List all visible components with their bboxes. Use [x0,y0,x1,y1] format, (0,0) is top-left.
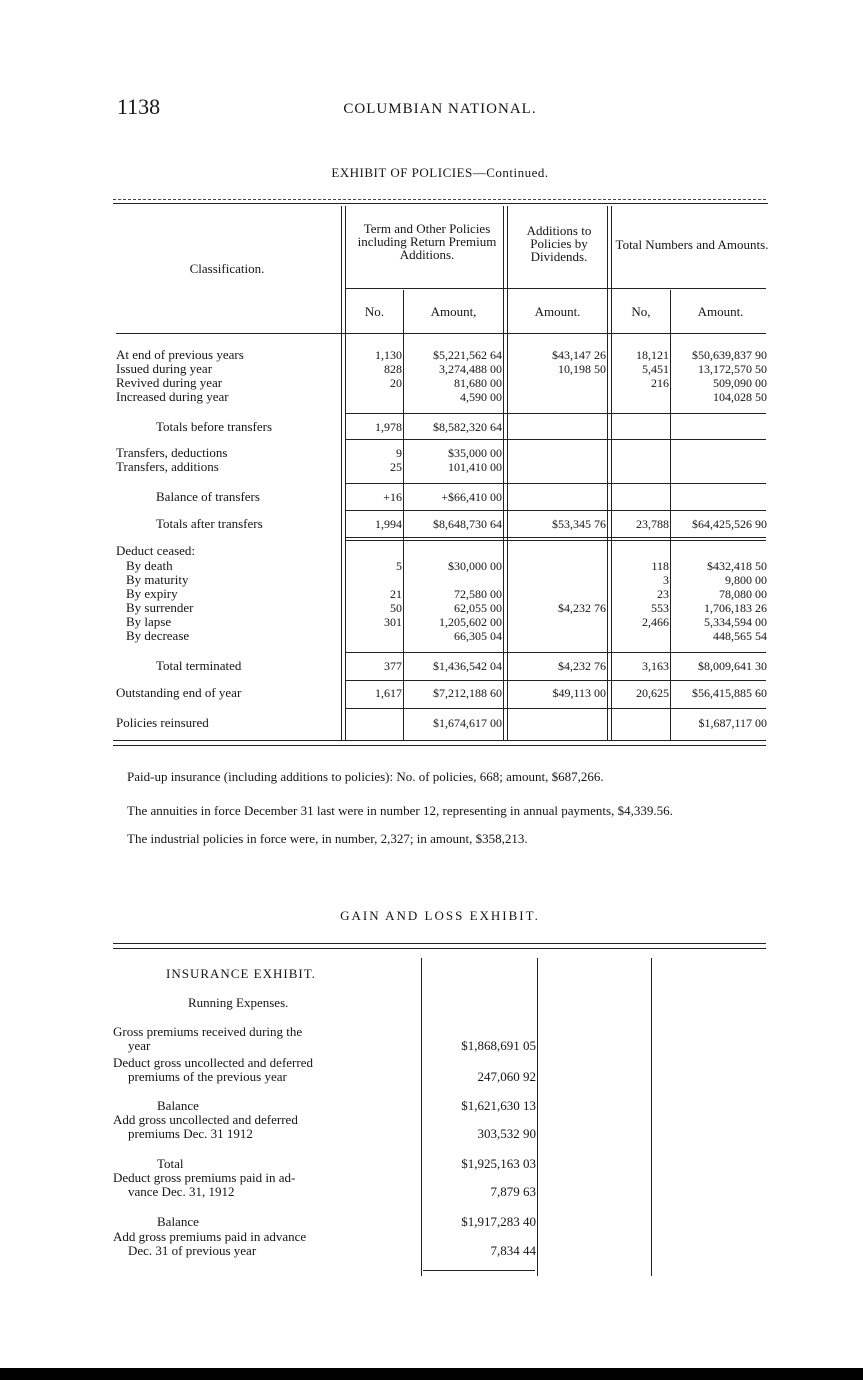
cell-tot-amt: $64,425,526 90 [692,517,767,531]
cell-a-amt: $4,232 76 [558,659,606,673]
cell-tot-amt: $432,418 50 [707,559,767,573]
row-label: By maturity [126,573,189,587]
header-additions-amount: Amount. [534,304,581,319]
cell-tot-amt: 448,565 54 [713,629,767,643]
cell-a-amt: $43,147 26 [552,348,606,362]
cell-t-amt: 81,680 00 [454,376,502,390]
row-label: By death [126,559,173,573]
page-number: 1138 [117,94,161,119]
note-paid-up [113,771,768,783]
gl-label: Balance [157,1214,199,1229]
row-rule [346,540,766,541]
row-label: Policies reinsured [116,716,209,730]
gl-label-cont: premiums Dec. 31 1912 [128,1126,253,1141]
cell-t-no: 301 [384,615,402,629]
header-totals: Total Numbers and Amounts. [615,237,769,252]
header-total-amount: Amount. [697,304,744,319]
cell-t-amt: $35,000 00 [448,446,502,460]
cell-tot-no: 2,466 [642,615,669,629]
cell-t-amt: 62,055 00 [454,601,502,615]
row-rule [346,537,766,538]
row-label: Deduct ceased: [116,544,196,558]
header-bottom-rule [116,333,766,334]
cell-tot-amt: $56,415,885 60 [692,686,767,700]
gl-top-rule-2 [113,948,766,949]
table-top-rule [113,199,766,200]
note-annuities [113,805,768,817]
gl-label: Deduct gross uncollected and deferred [113,1055,313,1070]
note-text: The annuities in force December 31 last were in number 12, representing in annual payments, $4,339.56. [127,803,673,818]
cell-t-no: 1,978 [375,420,402,434]
gl-label: Add gross uncollected and deferred [113,1112,298,1127]
row-label: At end of previous years [116,348,244,362]
header-total-no: No, [631,304,651,319]
cell-t-no: 50 [390,601,402,615]
cell-tot-no: 23 [657,587,669,601]
note-industrial [113,833,768,845]
col-rule [341,206,342,740]
cell-tot-amt: $8,009,641 30 [698,659,767,673]
cell-t-no: 1,617 [375,686,402,700]
cell-tot-no: 18,121 [636,348,669,362]
row-label: Transfers, additions [116,460,219,474]
cell-t-amt: $5,221,562 64 [433,348,502,362]
row-rule [346,483,766,484]
table-top-rule-2 [113,203,768,204]
col-rule [607,206,608,740]
row-label: Issued during year [116,362,213,376]
insurance-exhibit-heading: INSURANCE EXHIBIT. [166,966,316,981]
gl-value: $1,621,630 13 [461,1098,536,1113]
cell-tot-amt: 1,706,183 26 [704,601,767,615]
cell-t-amt: $7,212,188 60 [433,686,502,700]
cell-a-amt: $53,345 76 [552,517,606,531]
cell-a-amt: 10,198 50 [558,362,606,376]
note-text: The industrial policies in force were, in number, 2,327; in amount, $358,213. [127,831,528,846]
cell-t-no: 9 [396,446,402,460]
gl-label: Balance [157,1098,199,1113]
cell-t-amt: 4,590 00 [460,390,502,404]
header-classification: Classification. [189,261,265,276]
gl-value: $1,868,691 05 [461,1038,536,1053]
row-rule [346,510,766,511]
subheader-rule [346,288,766,289]
cell-tot-no: 3 [663,573,669,587]
cell-t-no: 828 [384,362,402,376]
row-label: Outstanding end of year [116,686,242,700]
cell-tot-amt: 104,028 50 [713,390,767,404]
header-additions: Additions to Policies by Dividends. [526,223,592,264]
row-label: Revived during year [116,376,223,390]
row-label: Totals before transfers [156,420,273,434]
cell-tot-no: 553 [651,601,669,615]
col-rule [503,206,504,740]
cell-t-amt: $8,582,320 64 [433,420,502,434]
exhibit-title: EXHIBIT OF POLICIES—Continued. [331,165,549,180]
cell-t-no: 5 [396,559,402,573]
gl-label: Deduct gross premiums paid in ad- [113,1170,296,1185]
cell-t-amt: 1,205,602 00 [439,615,502,629]
table-bottom-rule-2 [113,745,766,746]
cell-tot-amt: 9,800 00 [725,573,767,587]
cell-tot-amt: 509,090 00 [713,376,767,390]
cell-tot-amt: $50,639,837 90 [692,348,767,362]
cell-a-amt: $49,113 00 [552,686,606,700]
cell-tot-no: 3,163 [642,659,669,673]
gl-value: 303,532 90 [477,1126,536,1141]
cell-t-no: 25 [390,460,402,474]
gl-label-cont: vance Dec. 31, 1912 [128,1184,235,1199]
gl-label: Add gross premiums paid in advance [113,1229,307,1244]
gl-label-cont: Dec. 31 of previous year [128,1243,257,1258]
cell-t-amt: $1,674,617 00 [433,716,502,730]
gl-label: Gross premiums received during the [113,1024,303,1039]
gl-top-rule [113,943,766,944]
row-label: Total terminated [156,659,242,673]
header-term-no: No. [364,304,385,319]
cell-t-amt: +$66,410 00 [441,490,502,504]
row-rule [346,680,766,681]
cell-t-no: 20 [390,376,402,390]
cell-t-no: 1,130 [375,348,402,362]
row-rule [346,708,766,709]
col-rule [345,206,346,740]
scan-edge [0,1368,863,1380]
cell-tot-amt: 78,080 00 [719,587,767,601]
running-head: COLUMBIAN NATIONAL. [343,101,537,117]
gl-label-cont: premiums of the previous year [128,1069,287,1084]
table-bottom-rule [113,740,766,741]
cell-t-amt: $1,436,542 04 [433,659,502,673]
cell-t-amt: $30,000 00 [448,559,502,573]
gl-label-cont: year [128,1038,151,1053]
note-text: Paid-up insurance (including additions to policies): No. of policies, 668; amount, $687,266. [127,769,604,784]
cell-tot-no: 20,625 [636,686,669,700]
gl-value: $1,925,163 03 [461,1156,536,1171]
gl-value: 7,879 63 [490,1184,536,1199]
header-term: Term and Other Policies including Return Premium Additions. [357,221,497,262]
running-expenses-heading: Running Expenses. [188,995,289,1010]
cell-t-no: 21 [390,587,402,601]
row-label: Totals after transfers [156,517,263,531]
gl-sum-rule [423,1270,535,1271]
row-label: By decrease [126,629,190,643]
cell-t-amt: 3,274,488 00 [439,362,502,376]
cell-tot-amt: $1,687,117 00 [698,716,767,730]
row-label: By surrender [126,601,194,615]
header-term-amount: Amount, [430,304,477,319]
cell-tot-no: 23,788 [636,517,669,531]
cell-t-amt: $8,648,730 64 [433,517,502,531]
cell-t-no: 377 [384,659,402,673]
cell-t-no: +16 [383,490,402,504]
cell-tot-no: 5,451 [642,362,669,376]
cell-tot-amt: 5,334,594 00 [704,615,767,629]
row-label: Balance of transfers [156,490,260,504]
row-label: Increased during year [116,390,229,404]
cell-a-amt: $4,232 76 [558,601,606,615]
gl-col-rule [651,958,652,1276]
cell-t-no: 1,994 [375,517,402,531]
cell-tot-amt: 13,172,570 50 [698,362,767,376]
gl-value: 7,834 44 [490,1243,536,1258]
gl-col-rule [537,958,538,1276]
row-label: By expiry [126,587,178,601]
cell-t-amt: 72,580 00 [454,587,502,601]
row-label: By lapse [126,615,172,629]
cell-t-amt: 101,410 00 [448,460,502,474]
gl-value: $1,917,283 40 [461,1214,536,1229]
col-rule [403,290,404,740]
col-rule [507,206,508,740]
gl-label: Total [157,1156,184,1171]
row-rule [346,439,766,440]
cell-tot-no: 118 [651,559,669,573]
cell-tot-no: 216 [651,376,669,390]
row-rule [346,413,766,414]
row-rule [346,652,766,653]
gl-value: 247,060 92 [477,1069,536,1084]
gain-loss-title: GAIN AND LOSS EXHIBIT. [340,908,540,923]
cell-t-amt: 66,305 04 [454,629,502,643]
row-label: Transfers, deductions [116,446,228,460]
